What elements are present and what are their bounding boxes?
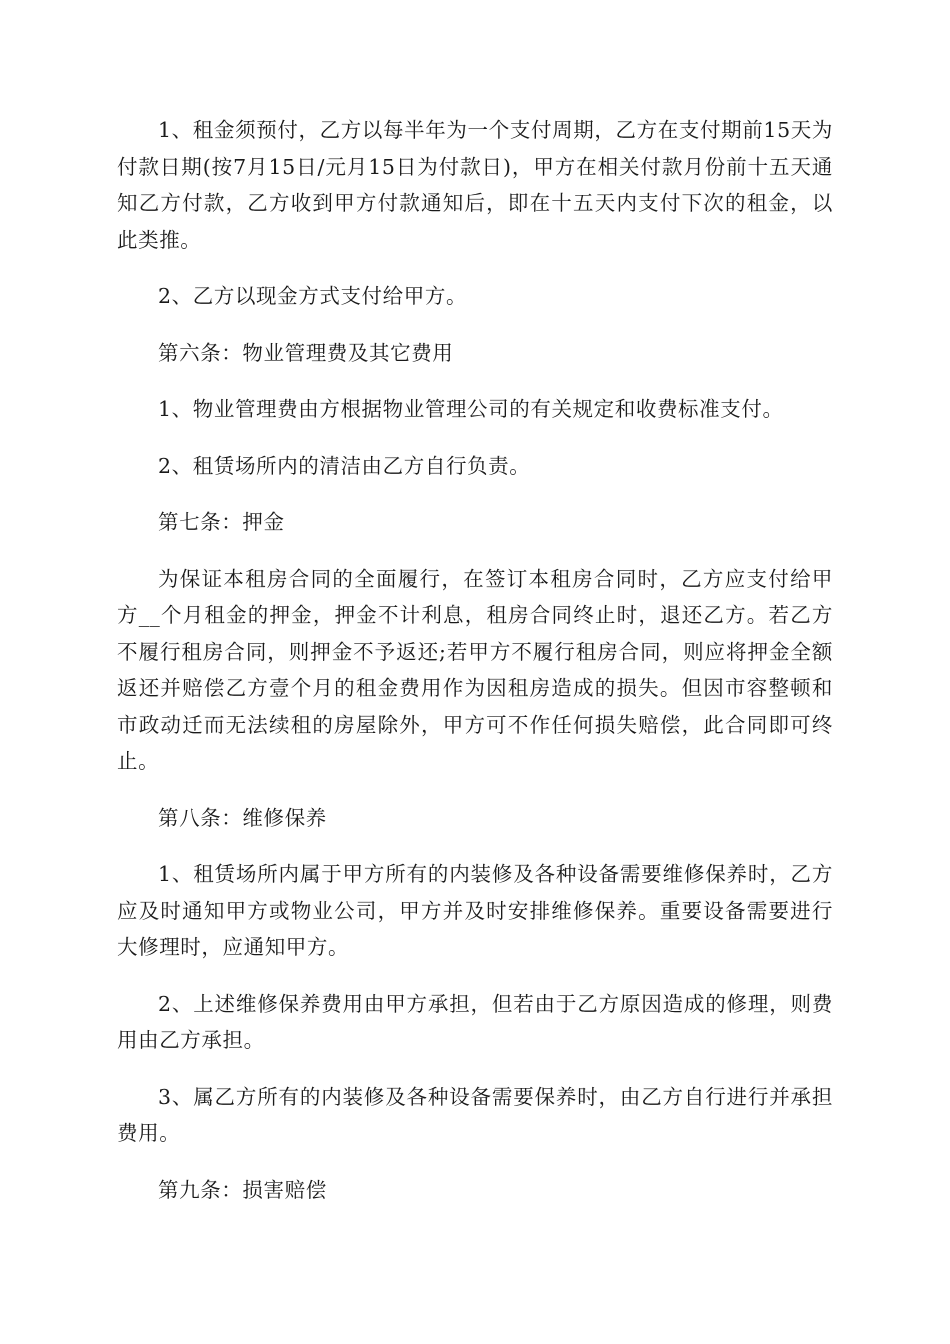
clause-cash-payment: 2、乙方以现金方式支付给甲方。 bbox=[158, 284, 468, 308]
clause-rent-prepayment: 1、租金须预付，乙方以每半年为一个支付周期，乙方在支付期前15天为付款日期(按7月15日/元月15日为付款日)，甲方在相关付款月份前十五天通知乙方付款，乙方收到甲方付款通知后，即在十五天内支付下次的租金，以此类推。 bbox=[117, 118, 833, 252]
article-9-heading: 第九条：损害赔偿 bbox=[158, 1177, 327, 1202]
article-7-heading: 第七条：押金 bbox=[158, 510, 285, 534]
article-8-heading: 第八条：维修保养 bbox=[158, 805, 327, 830]
clause-cleaning: 2、租赁场所内的清洁由乙方自行负责。 bbox=[158, 453, 531, 478]
clause-maintenance-notice: 1、租赁场所内属于甲方所有的内装修及各种设备需要维修保养时，乙方应及时通知甲方或物业公司，甲方并及时安排维修保养。重要设备需要进行大修理时，应通知甲方。 bbox=[117, 862, 833, 959]
clause-maintenance-cost: 2、上述维修保养费用由甲方承担，但若由于乙方原因造成的修理，则费用由乙方承担。 bbox=[117, 991, 833, 1052]
article-6-heading: 第六条：物业管理费及其它费用 bbox=[158, 340, 454, 365]
document-body bbox=[117, 112, 833, 1228]
clause-tenant-equipment: 3、属乙方所有的内装修及各种设备需要保养时，由乙方自行进行并承担费用。 bbox=[117, 1084, 833, 1145]
clause-property-fee: 1、物业管理费由方根据物业管理公司的有关规定和收费标准支付。 bbox=[158, 397, 784, 421]
clause-deposit: 为保证本租房合同的全面履行，在签订本租房合同时，乙方应支付给甲方__个月租金的押金，押金不计利息，租房合同终止时，退还乙方。若乙方不履行租房合同，则押金不予返还;若甲方不履行租房合同，则应将押金全额返还并赔偿乙方壹个月的租金费用作为因租房造成的损失。但因市容整顿和市政动迁而无法续租的房屋除外，甲方可不作任何损失赔偿，此合同即可终止。 bbox=[117, 566, 833, 773]
